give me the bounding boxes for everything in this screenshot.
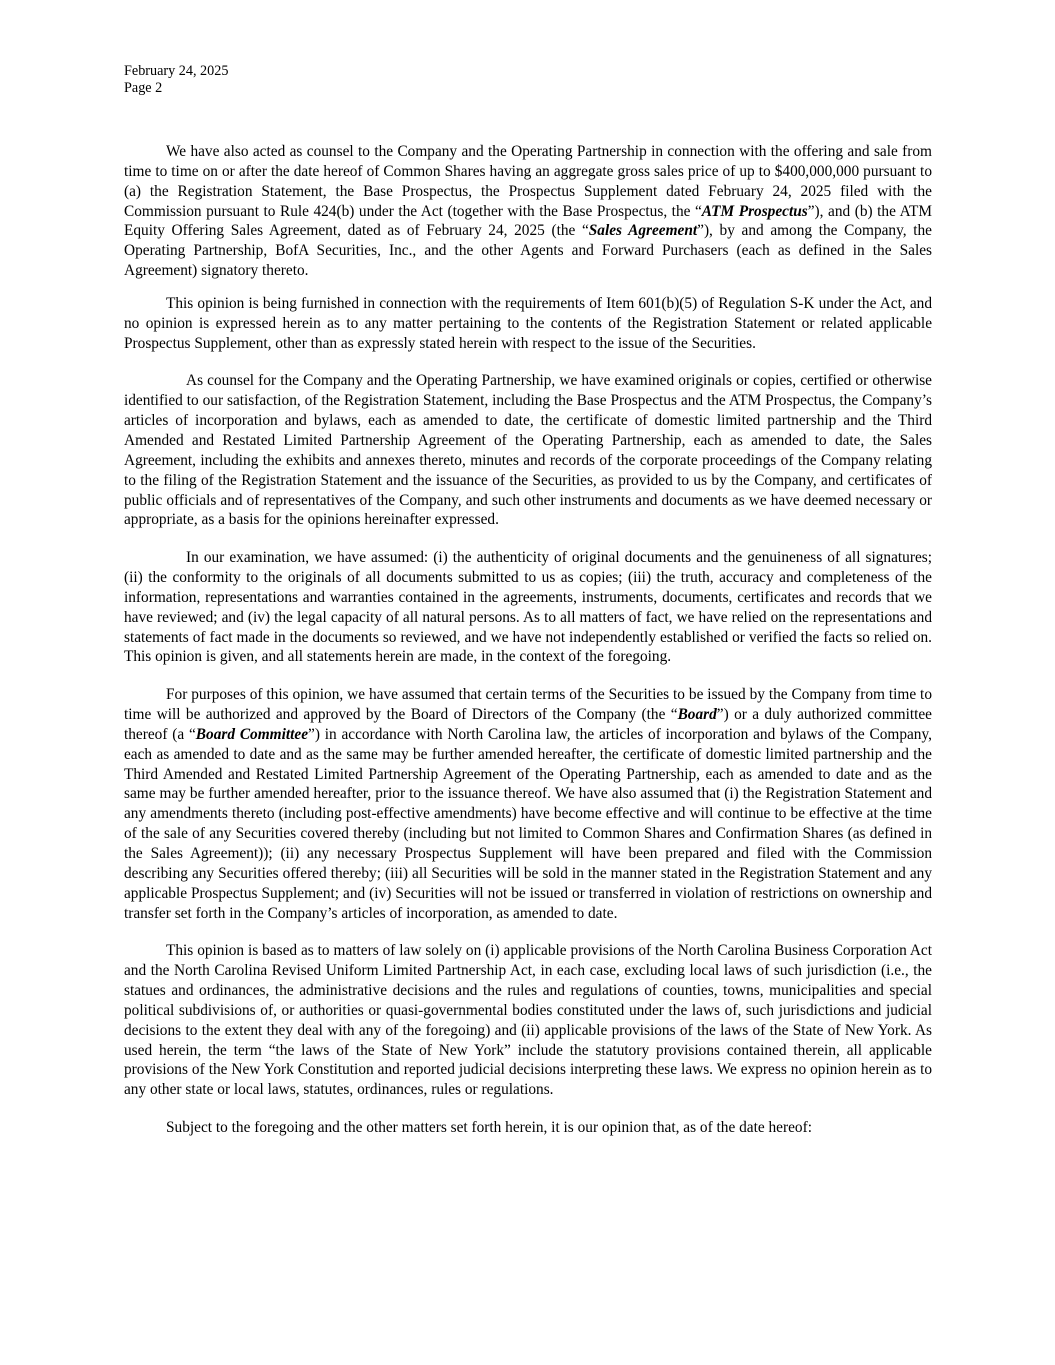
paragraph-assumptions: In our examination, we have assumed: (i) the authenticity of original documents and the genuineness of all signatures; (ii) the conformity to the originals of all documents submitted to us as copies; (iii) the truth, accuracy and completeness of the information, representations and warranties contained in the agreements, instruments, documents, certificates and records that we have reviewed; and (iv) the legal capacity of all natural persons. As to all matters of fact, we have relied on the representations and statements of fact made in the documents so reviewed, and we have not independently established or verified the facts so relied on. This opinion is given, and all statements herein are made, in the context of the foregoing. [124,549,932,666]
defined-term-board: Board [677,706,717,724]
paragraph-opinion-intro: Subject to the foregoing and the other matters set forth herein, it is our opinion that, as of the date hereof: [166,1119,812,1137]
letter-date: February 24, 2025 [124,63,229,79]
paragraph-atm-offering: We have also acted as counsel to the Company and the Operating Partnership in connection with the offering and sale from time to time on or after the date hereof of Common Shares having an aggregate gross sales price of up to $400,000,000 pursuant to (a) the Registration Statement, the Base Prospectus, the Prospectus Supplement dated February 24, 2025 filed with the Commission pursuant to Rule 424(b) under the Act (together with the Base Prospectus, the “ATM Prospectus”), and (b) the ATM Equity Offering Sales Agreement, dated as of February 24, 2025 (the “Sales Agreement”), by and among the Company, the Operating Partnership, BofA Securities, Inc., and the other Agents and Forward Purchasers (each as defined in the Sales Agreement) signatory thereto. [124,143,932,280]
defined-term-atm-prospectus: ATM Prospectus [701,202,808,220]
paragraph-item-601: This opinion is being furnished in connection with the requirements of Item 601(b)(5) of Regulation S-K under the Act, and no opinion is expressed herein as to any matter pertaining to the contents of the Registration Statement or related applicable Prospectus Supplement, other than as expressly stated herein with respect to the issue of the Securities. [124,294,932,352]
paragraph-governing-law: This opinion is based as to matters of law solely on (i) applicable provisions of the North Carolina Business Corporation Act and the North Carolina Revised Uniform Limited Partnership Act, in each case, excluding local laws of such jurisdiction (i.e., the statues and ordinances, the administrative decisions and the rules and regulations of counties, towns, municipalities and special political subdivisions of, or authorities or quasi-governmental bodies constituted under the laws of, such jurisdictions and judicial decisions to the extent they deal with any of the foregoing) and (ii) applicable provisions of the laws of the State of New York. As used herein, the term “the laws of the State of New York” include the statutory provisions contained therein, all applicable provisions of the New York Constitution and reported judicial decisions interpreting these laws. We express no opinion herein as to any other state or local laws, statutes, ordinances, rules or regulations. [124,942,932,1099]
defined-term-sales-agreement: Sales Agreement [588,222,698,240]
paragraph-documents-examined: As counsel for the Company and the Operating Partnership, we have examined originals or copies, certified or otherwise identified to our satisfaction, of the Registration Statement, including the Base Prospectus and the ATM Prospectus, the Company’s articles of incorporation and bylaws, each as amended to date, the certificate of domestic limited partnership and the Third Amended and Restated Limited Partnership Agreement of the Operating Partnership, each as amended to date, the Sales Agreement, including the exhibits and annexes thereto, minutes and records of the corporate proceedings of the Company relating to the filing of the Registration Statement and the issuance of the Securities, as provided to us by the Company, and certificates of public officials and of representatives of the Company, and such other instruments and documents as we have deemed necessary or appropriate, as a basis for the opinions hereinafter expressed. [124,372,932,529]
letter-page [124,63,932,1138]
defined-term-board-committee: Board Committee [195,725,309,743]
paragraph-board-approval: For purposes of this opinion, we have assumed that certain terms of the Securities to be issued by the Company from time to time will be authorized and approved by the Board of Directors of the Company (the “Board”) or a duly authorized committee thereof (a “Board Committee”) in accordance with North Carolina law, the articles of incorporation and bylaws of the Company, each as amended to date and as the same may be further amended hereafter, the certificate of domestic limited partnership and the Third Amended and Restated Limited Partnership Agreement of the Operating Partnership, each as amended to date and as the same may be further amended hereafter, prior to the issuance thereof. We have also assumed that (i) the Registration Statement and any amendments thereto (including post-effective amendments) have become effective and will continue to be effective at the time of the sale of any Securities covered thereby (including but not limited to Common Shares and Confirmation Shares (as defined in the Sales Agreement)); (ii) any necessary Prospectus Supplement will have been prepared and filed with the Commission describing any Securities offered thereby; (iii) all Securities will be sold in the manner stated in the Registration Statement and any applicable Prospectus Supplement; and (iv) Securities will not be issued or transferred in violation of restrictions on ownership and transfer set forth in the Company’s articles of incorporation, as amended to date. [124,686,932,922]
page-number: Page 2 [124,80,163,96]
